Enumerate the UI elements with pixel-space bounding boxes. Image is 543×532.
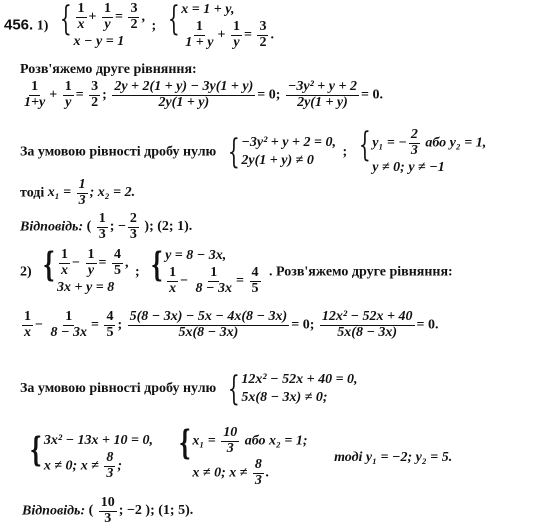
p1-system-2: { x = 1 + y, $\frac{1}{1 + y}$ + $\frac{1}{y}$ = $\frac{3}{2}$ . [167, 0, 274, 50]
p1-system-1: { $\frac{1}{x}$ + $\frac{1}{y}$ = $\frac{3}{2}$ , x − y = 1 [59, 0, 145, 50]
p1-then-line: тоді x₁ = $\frac{1}{3}$ ; x₂ = 2. [20, 177, 136, 208]
part2-label: 2) [20, 264, 32, 280]
p1-condition-system: { −3y² + y + 2 = 0, 2y(1 + y) ≠ 0 [227, 132, 336, 173]
problem-number: 456. [4, 16, 34, 34]
p2-then-text: тоді y₁ = −2; y₂ = 5. [334, 449, 453, 465]
p2-final-line [22, 423, 453, 489]
p2-system-3: { 3x² − 13x + 10 = 0, x ≠ 0; x ≠ $\frac{8}{3}$ ; [29, 430, 154, 481]
p1-roots-system: { y₁ = − $\frac{2}{3}$ або y₂ = 1, y ≠ 0; y ≠ −1 [358, 125, 487, 176]
p2-solve-text: . Розв'яжемо друге рівняння: [269, 264, 453, 280]
p2-answer-line: Відповідь: ( $\frac{10}{3}$ ; −2 ); (1; 5). [22, 495, 194, 526]
p1-answer-label: Відповідь: [20, 219, 84, 235]
p1-solve-heading: Розв'яжемо друге рівняння: [20, 62, 197, 77]
p2-system-1: { $\frac{1}{x}$ − $\frac{1}{y}$ = $\frac{4}{5}$ , 3x + y = 8 [43, 245, 129, 296]
p1-system-line: 456. 1) { $\frac{1}{x}$ + $\frac{1}{y}$ = $\frac{3}{2}$ , x − y = 1 ; { x = 1 + y, $\frac{1}{1 + y}$ + $\frac{1}{y}$ = $\frac{3}{2}$ . [4, 0, 274, 50]
p2-zero-condition: За умовою рівності дробу нулю [20, 381, 217, 397]
p1-equation-chain: $\frac{1}{1+y}$ + $\frac{1}{y}$ = $\frac{3}{2}$ ; $\frac{2y + 2(1 + y) - 3y(1 + y)}{2y(1 + y)}$ = 0; $\frac{\text{−3y² + y + 2}}{2y(1 + y)}$ = 0. [24, 79, 383, 110]
p2-condition-line [20, 369, 361, 409]
part1-label: 1) [36, 18, 49, 34]
p1-then-word: тоді [20, 185, 45, 201]
p2-roots-system: { x₁ = $\frac{10}{3}$ або x₂ = 1; x ≠ 0; x ≠ $\frac{8}{3}$ . [178, 423, 308, 489]
p1-answer-line: Відповідь: ( $\frac{1}{3}$ ; − $\frac{2}{3}$ ); (2; 1). [20, 211, 193, 242]
p2-equation-chain: $\frac{1}{x}$ − $\frac{1}{8 - 3x}$ = $\frac{4}{5}$ ; $\frac{5(8 - 3x) - 5x - 4x(8 - 3x)}{5x(8 - 3x)}$ = 0; $\frac{\text{12x² − 52x + 40}}{5x(8 - 3x)}$ = 0. [24, 309, 439, 340]
p2-answer-label: Відповідь: [22, 503, 86, 519]
p1-condition-line: За умовою рівності дробу нулю { −3y² + y + 2 = 0, 2y(1 + y) ≠ 0 ; { y₁ = − $\frac{2}{3}$ або y₂ = 1, y ≠ 0; y ≠ −1 [20, 125, 487, 176]
p2-system-line: 2) { $\frac{1}{x}$ − $\frac{1}{y}$ = $\frac{4}{5}$ , 3x + y = 8 ; { y = 8 − 3x, $\frac{1}{x}$ − $\frac{1}{8 - 3x}$ = $\frac{4}{5}$ . Розв'яжемо друге рівняння: [20, 245, 453, 296]
p1-zero-condition: За умовою рівності дробу нулю [20, 144, 217, 160]
p2-system-2: { y = 8 − 3x, $\frac{1}{x}$ − $\frac{1}{8 - 3x}$ = $\frac{4}{5}$ [151, 245, 259, 296]
p2-condition-system: { 12x² − 52x + 40 = 0, 5x(8 − 3x) ≠ 0; [227, 369, 358, 409]
